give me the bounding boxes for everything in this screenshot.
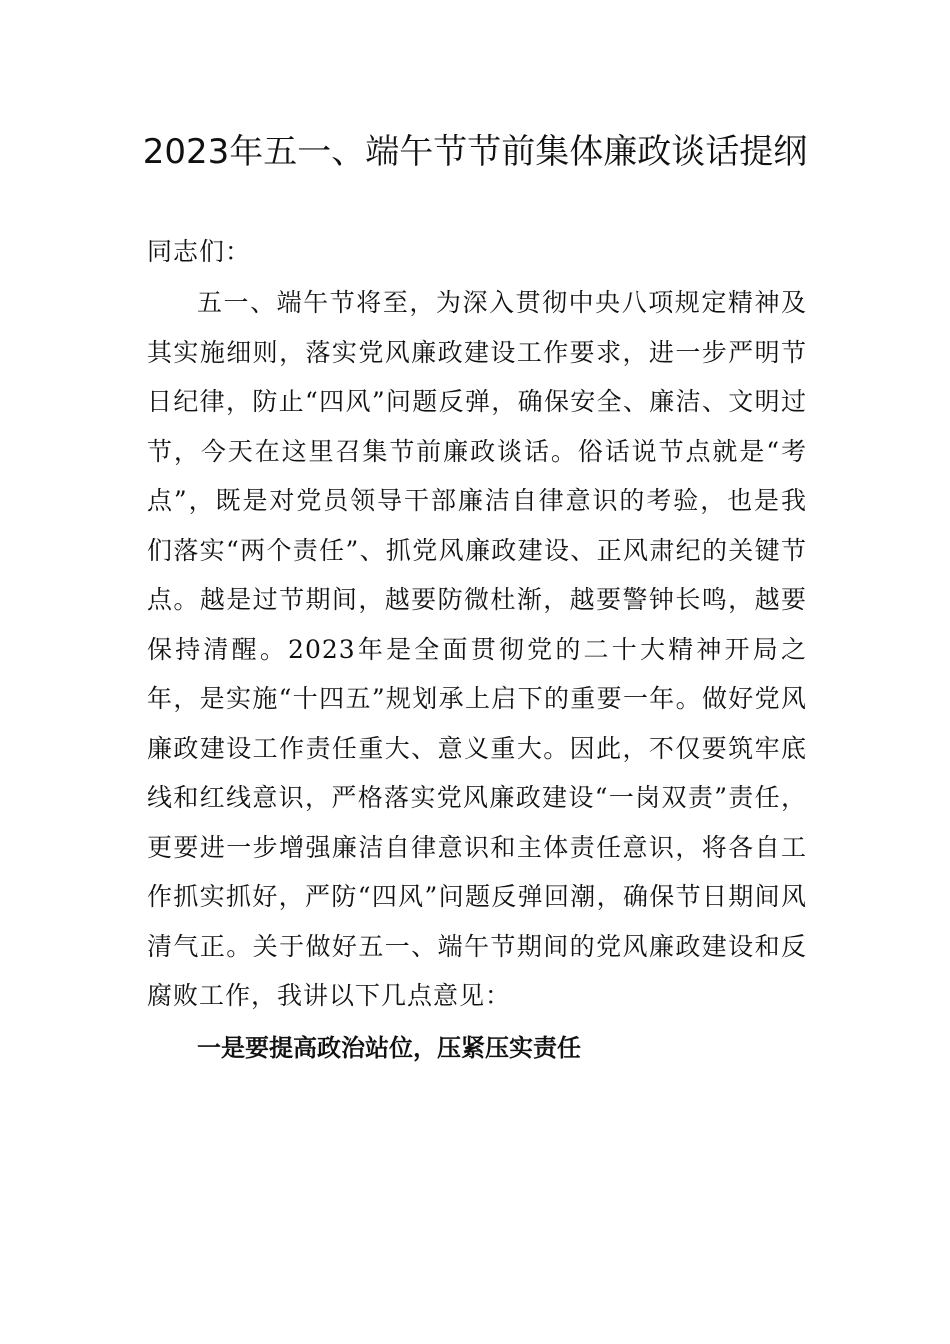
section-heading-1: 一是要提高政治站位，压紧压实责任 <box>197 1034 581 1062</box>
salutation: 同志们： <box>147 237 252 266</box>
intro-paragraph: 五一、端午节将至，为深入贯彻中央八项规定精神及其实施细则，落实党风廉政建设工作要求，进一步严明节日纪律，防止“四风”问题反弹，确保安全、廉洁、文明过节，今天在这里召集节前廉政谈话。俗话说节点就是“考点”，既是对党员领导干部廉洁自律意识的考验，也是我们落实“两个责任”、抓党风廉政建设、正风肃纪的关键节点。越是过节期间，越要防微杜渐，越要警钟长鸣，越要保持清醒。2023年是全面贯彻党的二十大精神开局之年，是实施“十四五”规划承上启下的重要一年。做好党风廉政建设工作责任重大、意义重大。因此，不仅要筑牢底线和红线意识，严格落实党风廉政建设“一岗双责”责任，更要进一步增强廉洁自律意识和主体责任意识，将各自工作抓实抓好，严防“四风”问题反弹回潮，确保节日期间风清气正。关于做好五一、端午节期间的党风廉政建设和反腐败工作，我讲以下几点意见： <box>147 288 807 1010</box>
document-title: 2023年五一、端午节节前集体廉政谈话提纲 <box>142 132 808 172</box>
